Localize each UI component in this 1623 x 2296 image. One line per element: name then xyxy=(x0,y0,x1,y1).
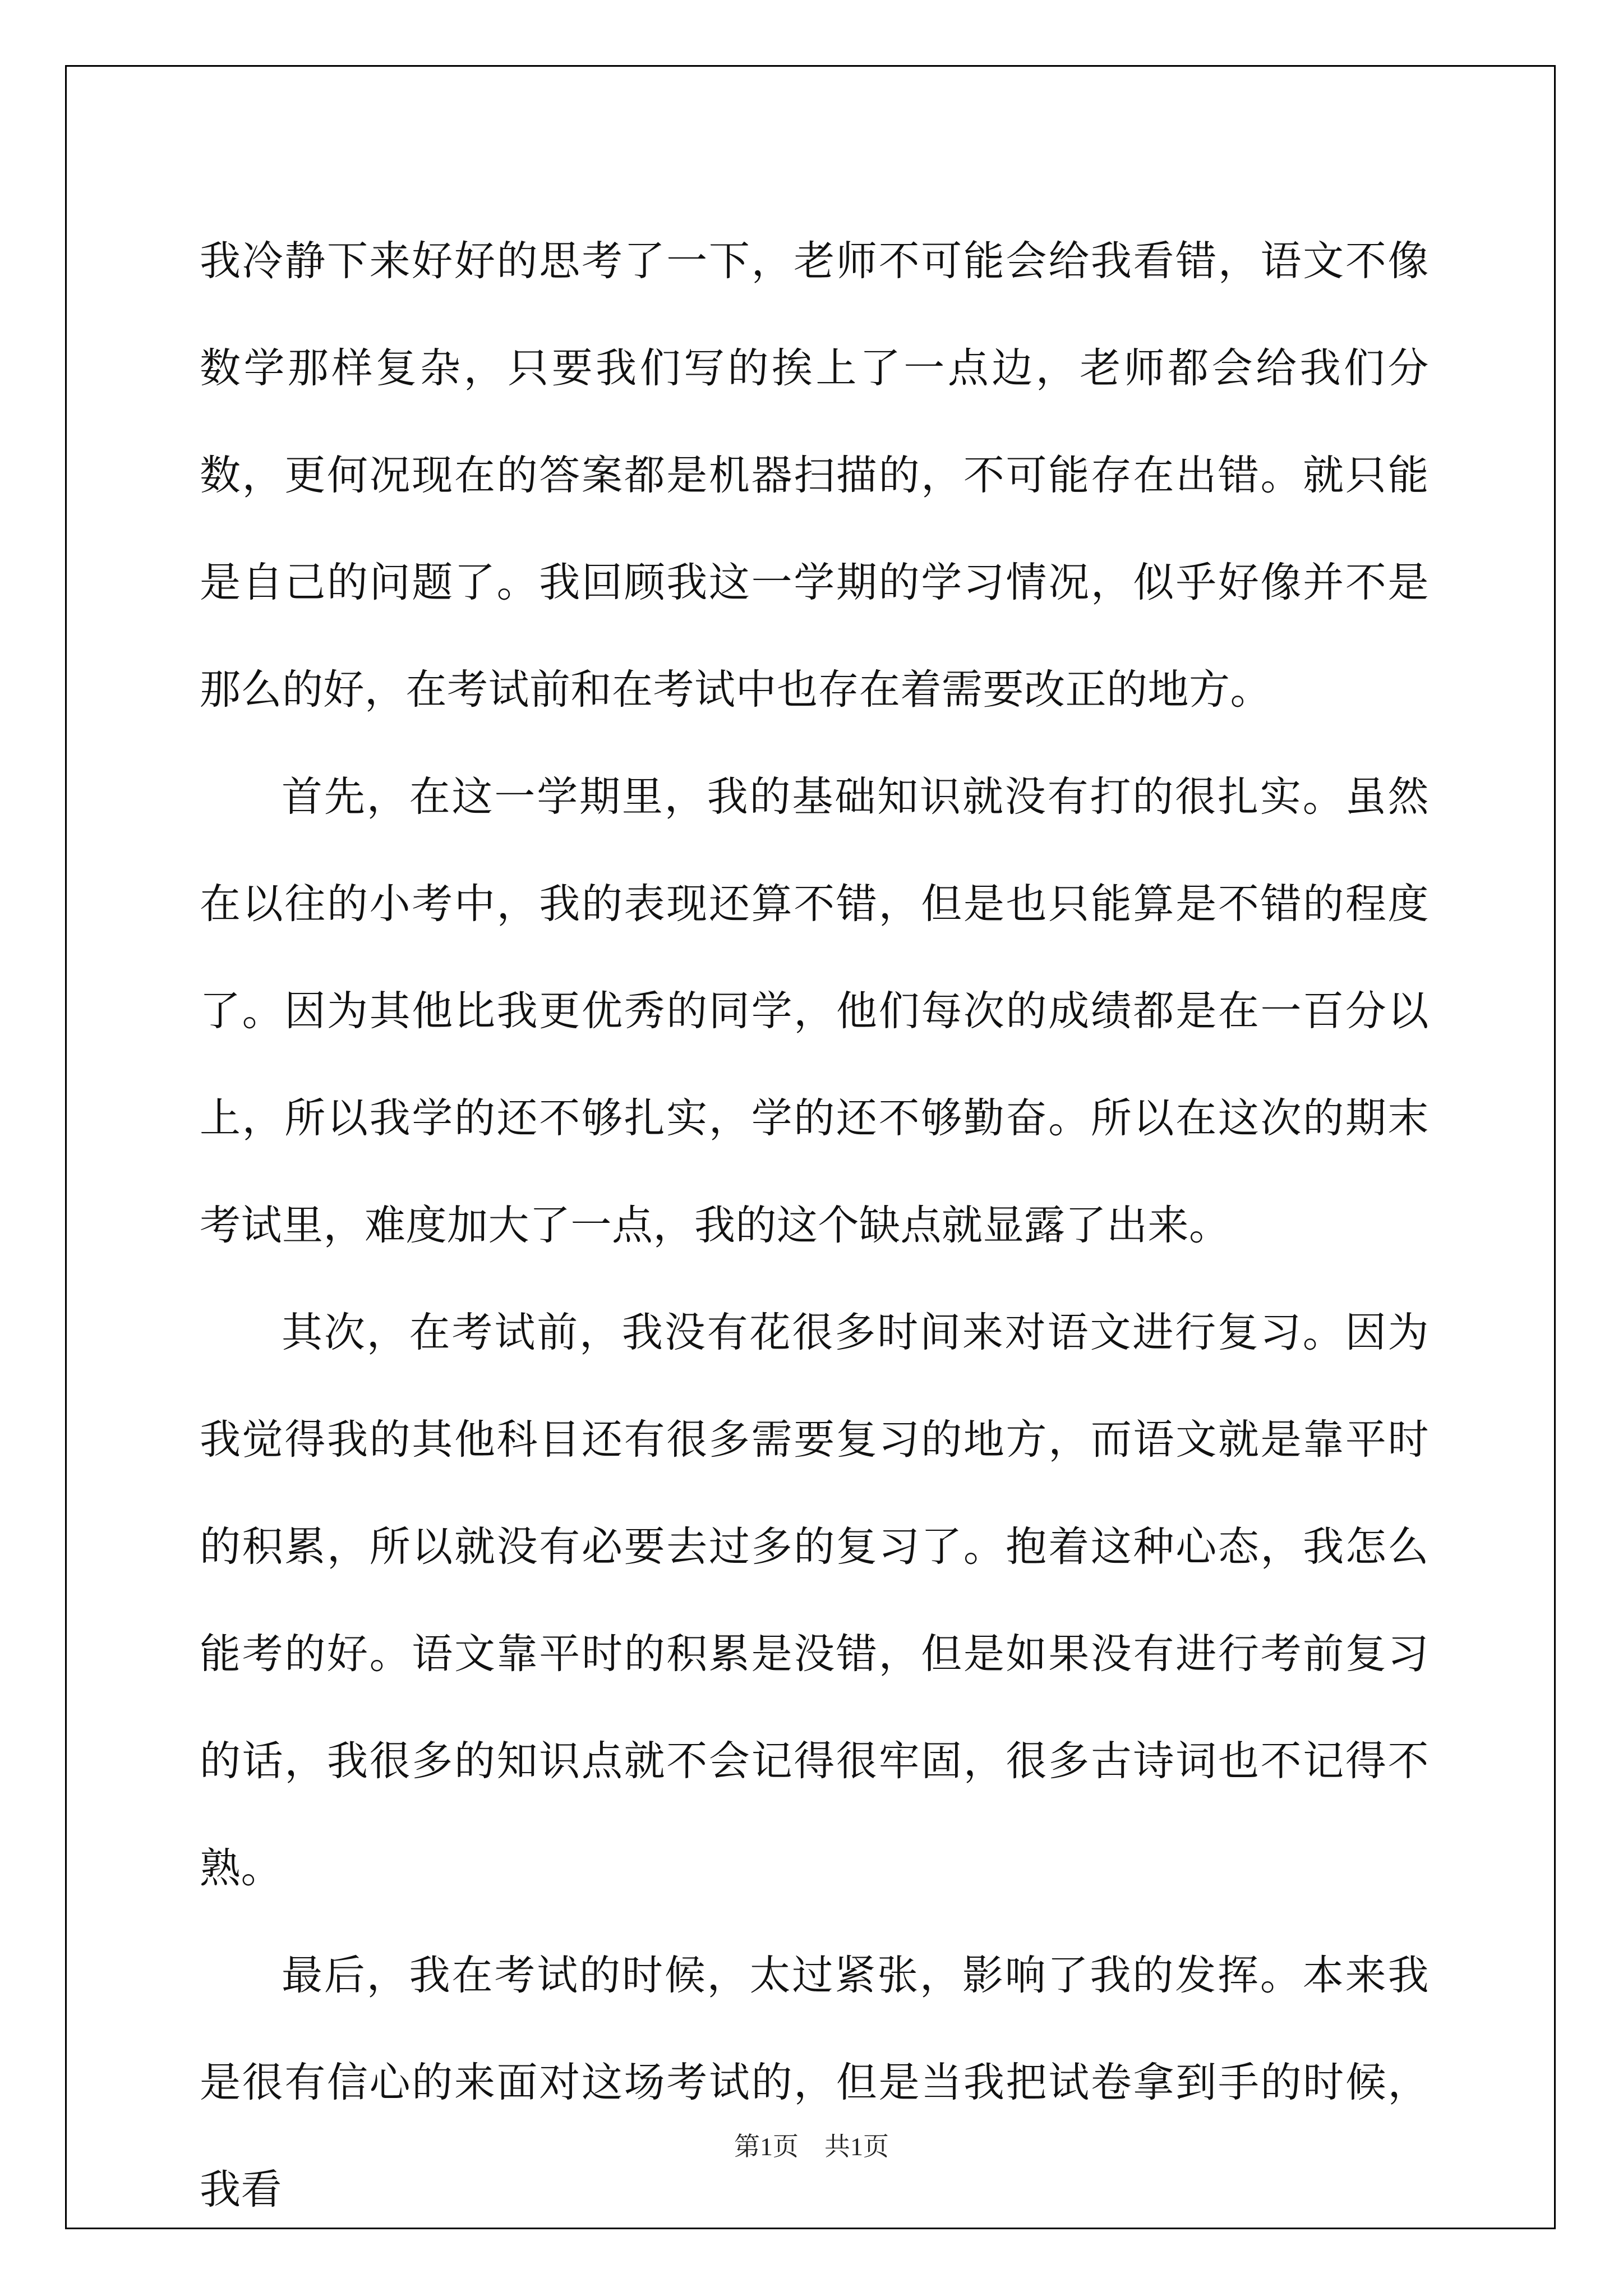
page-number-footer: 第1页 共1页 xyxy=(734,2132,889,2161)
paragraph-3: 其次，在考试前，我没有花很多时间来对语文进行复习。因为我觉得我的其他科目还有很多需要复习的地方，而语文就是靠平时的积累，所以就没有必要去过多的复习了。抱着这种心态，我怎么能考的好。语文靠平时的积累是没错，但是如果没有进行考前复习的话，我很多的知识点就不会记得很牢固，很多古诗词也不记得不熟。 xyxy=(200,1309,1429,1892)
paragraph-2: 首先，在这一学期里，我的基础知识就没有打的很扎实。虽然在以往的小考中，我的表现还算不错，但是也只能算是不错的程度了。因为其他比我更优秀的同学，他们每次的成绩都是在一百分以上，所以我学的还不够扎实，学的还不够勤奋。所以在这次的期末考试里，难度加大了一点，我的这个缺点就显露了出来。 xyxy=(200,773,1429,1249)
document-body xyxy=(200,208,1429,2243)
paragraph-4: 最后，我在考试的时候，太过紧张，影响了我的发挥。本来我是很有信心的来面对这场考试的，但是当我把试卷拿到手的时候，我看 xyxy=(200,1952,1429,2214)
paragraph-1: 我冷静下来好好的思考了一下，老师不可能会给我看错，语文不像数学那样复杂，只要我们写的挨上了一点边，老师都会给我们分数，更何况现在的答案都是机器扫描的，不可能存在出错。就只能是自己的问题了。我回顾我这一学期的学习情况，似乎好像并不是那么的好，在考试前和在考试中也存在着需要改正的地方。 xyxy=(200,237,1429,714)
